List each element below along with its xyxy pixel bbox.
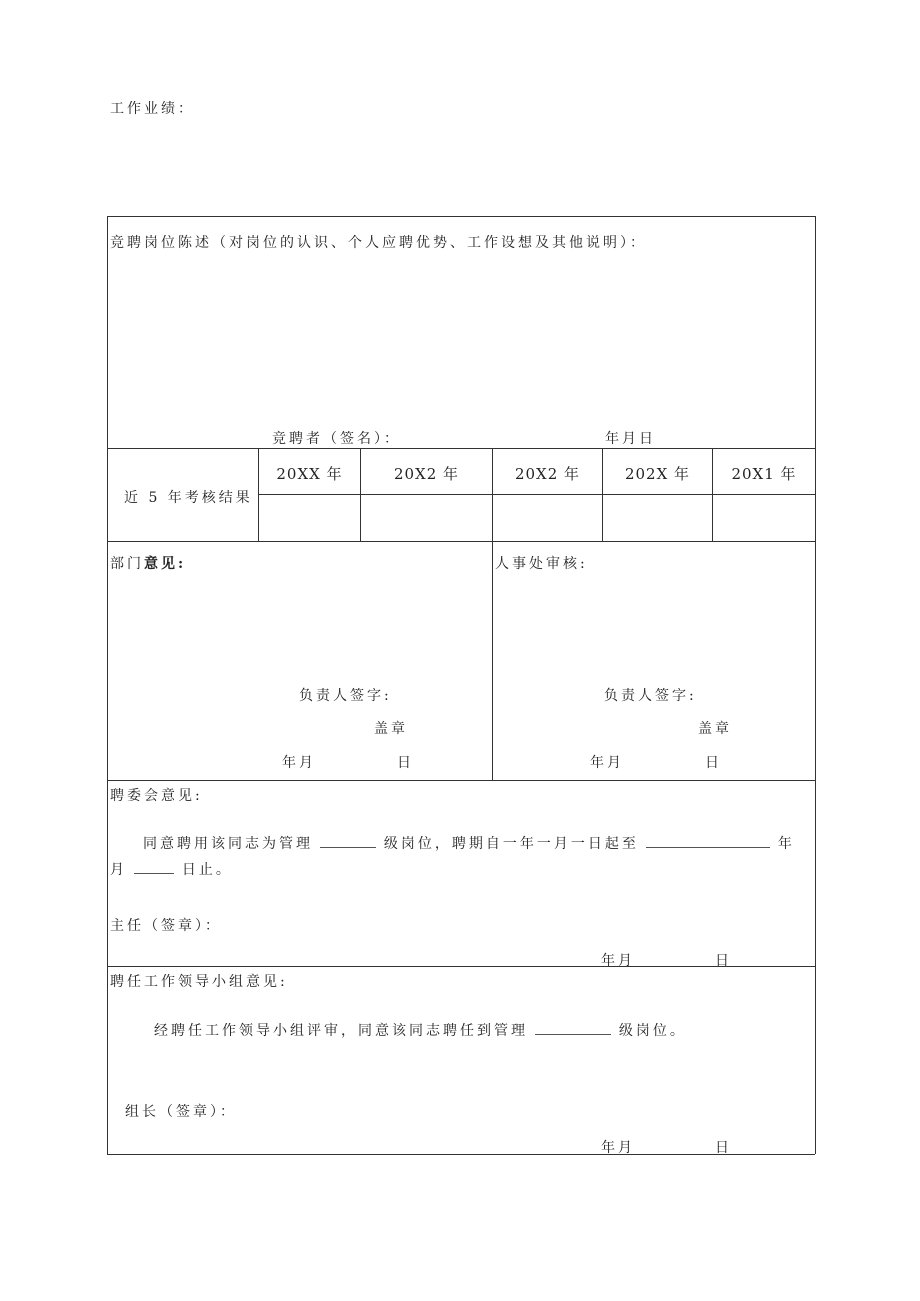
- department-title-bold: 意见:: [144, 556, 187, 572]
- assessment-year-5: 20X1 年: [731, 465, 797, 483]
- assessment-year-2: 20X2 年: [393, 465, 460, 483]
- leadership-date-ym: 年月: [601, 1140, 635, 1156]
- hr-seal-label: 盖章: [698, 721, 732, 737]
- leadership-line-text-a: 经聘任工作领导小组评审，同意该同志聘任到管理: [154, 1023, 528, 1039]
- assessment-year-4: 202X 年: [624, 465, 691, 483]
- hr-date-ym: 年月: [590, 755, 624, 771]
- term-end-day-blank[interactable]: [134, 859, 174, 874]
- committee-line1-text-a: 同意聘用该同志为管理: [143, 836, 313, 852]
- row-divider: [258, 494, 815, 495]
- committee-approval-line-1: [143, 833, 795, 853]
- column-divider: [258, 448, 259, 541]
- term-end-year-blank[interactable]: [646, 833, 770, 848]
- committee-opinion-title: 聘委会意见:: [110, 788, 203, 804]
- committee-line1-text-c: 年: [777, 836, 795, 852]
- committee-line2-text-a: 月: [110, 862, 127, 878]
- table-border-top: [107, 216, 815, 217]
- column-divider: [602, 448, 603, 541]
- department-opinion-title: [110, 553, 186, 573]
- hr-signature-label: 负责人签字:: [604, 688, 697, 704]
- hr-date-d: 日: [705, 755, 722, 771]
- statement-signer-label: 竞聘者（签名）：: [272, 431, 401, 447]
- leadership-level-blank[interactable]: [535, 1020, 611, 1035]
- leadership-approval-line: [154, 1020, 687, 1040]
- committee-line2-text-b: 日止。: [181, 862, 233, 878]
- committee-director-label: 主任（签章）：: [110, 918, 222, 934]
- committee-date-ym: 年月: [601, 953, 635, 969]
- committee-line1-text-b: 级岗位，聘期自一年一月一日起至: [383, 836, 639, 852]
- management-level-blank[interactable]: [320, 833, 376, 848]
- committee-approval-line-2: [110, 859, 233, 879]
- department-signature-label: 负责人签字:: [299, 688, 392, 704]
- assessment-year-3: 20X2 年: [514, 465, 581, 483]
- column-divider: [712, 448, 713, 541]
- hr-review-title: 人事处审核:: [495, 556, 588, 572]
- row-divider: [107, 448, 815, 449]
- committee-date-d: 日: [715, 953, 732, 969]
- table-border-right: [815, 216, 816, 1154]
- table-border-bottom: [107, 1154, 815, 1155]
- leadership-line-text-b: 级岗位。: [618, 1023, 687, 1039]
- assessment-row-label: 近 5 年考核结果: [124, 490, 253, 506]
- leadership-opinion-title: 聘任工作领导小组意见:: [110, 974, 288, 990]
- department-date-ym: 年月: [282, 755, 316, 771]
- row-divider: [107, 780, 815, 781]
- row-divider: [107, 966, 815, 967]
- statement-date: 年月日: [605, 431, 656, 447]
- row-divider: [107, 541, 815, 542]
- department-seal-label: 盖章: [374, 721, 408, 737]
- assessment-year-1: 20XX 年: [276, 465, 343, 483]
- work-performance-label: 工作业绩：: [110, 101, 195, 117]
- leadership-leader-label: 组长（签章）：: [125, 1104, 237, 1120]
- department-title-plain: 部门: [110, 556, 144, 572]
- column-divider: [492, 448, 493, 780]
- leadership-date-d: 日: [715, 1140, 732, 1156]
- statement-title: 竞聘岗位陈述（对岗位的认识、个人应聘优势、工作设想及其他说明）：: [110, 235, 647, 251]
- column-divider: [360, 448, 361, 541]
- table-border-left: [107, 216, 108, 1154]
- department-date-d: 日: [397, 755, 414, 771]
